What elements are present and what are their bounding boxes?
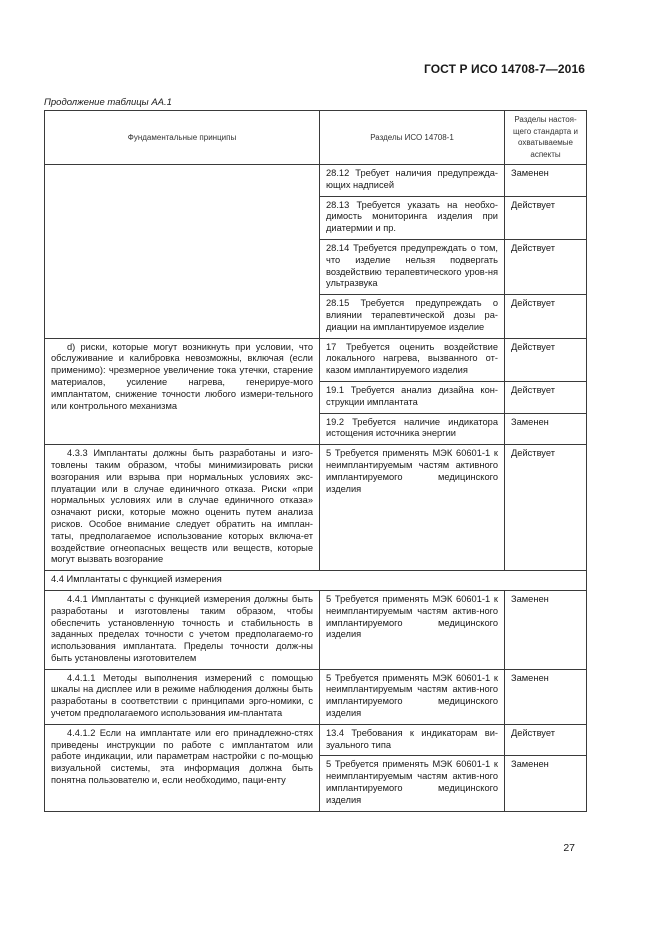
principle-cell: 4.3.3 Имплантаты должны быть разработаны и изго-товлены таким образом, чтобы минимизировать риски возгорания или взрыва при нормальных условиях экс-плуатации или в случае единичного отказа. Риски «при нормальных условиях или в случае единичного отказа» означают риски, которые можно оценить путем анализа рисков. Особое внимание следует обратить на имплан-таты, предполагаемое использование которых включа-ет воздействие огнеопасных веществ или веществ, которые могут вызвать возгорание [45,445,320,571]
principle-cell: 4.4.1 Имплантаты с функцией измерения должны быть разработаны и изготовлены таким образом, чтобы обеспечить установленную точность и стабильность в заданных пределах точности с учетом предполагаемо-го использования имплантата. Пределы точности долж-ны быть установлены изготовителем [45,590,320,669]
principle-cell [45,165,320,339]
table-row [45,590,587,669]
section-cell: 28.15 Требуется предупреждать о влиянии терапевтической дозы ра-диации на имплантируемое изделие [320,295,505,338]
status-cell: Заменен [505,590,587,669]
header-iso-sections: Разделы ИСО 14708-1 [320,111,505,165]
header-this-standard: Разделы настоя-щего стандарта и охватываемые аспекты [505,111,587,165]
status-cell: Заменен [505,756,587,811]
status-cell: Заменен [505,165,587,197]
page-number: 27 [563,842,575,854]
section-cell: 19.2 Требуется наличие индикатора истощения источника энергии [320,413,505,445]
standard-header: ГОСТ Р ИСО 14708-7—2016 [423,62,585,76]
section-cell: 5 Требуется применять МЭК 60601-1 к неимплантируемым частям активного имплантируемого медицинского изделия [320,445,505,571]
section-cell: 13.4 Требования к индикаторам ви-зуального типа [320,724,505,756]
table-row [45,724,587,756]
status-cell: Действует [505,445,587,571]
section-heading-cell: 4.4 Имплантаты с функцией измерения [45,571,587,591]
principle-cell: 4.4.1.1 Методы выполнения измерений с помощью шкалы на дисплее или в режиме наблюдения должны быть разработаны в соответствии с принципами эрго-номики, с учетом предполагаемого использования им-плантата [45,669,320,724]
principle-cell: 4.4.1.2 Если на имплантате или его принадлежно-стях приведены инструкции по работе с имплантатом или работе индикации, или параметрам настройки с по-мощью визуальной системы, эта информация должна быть понятна пользователю и, если необходимо, паци-енту [45,724,320,811]
section-cell: 5 Требуется применять МЭК 60601-1 к неимплантируемым частям актив-ного имплантируемого медицинского изделия [320,756,505,811]
status-cell: Действует [505,239,587,294]
principles-table [44,110,587,812]
section-cell: 28.12 Требует наличия предупрежда-ющих надписей [320,165,505,197]
principle-cell: d) риски, которые могут возникнуть при условии, что обслуживание и калибровка невозможны, включая (если применимо): чрезмерное увеличение тока утечки, старение материалов, усиление нагрева, генерируе-мого имплантатом, снижение точности любого измери-тельного или контрольного механизма [45,338,320,445]
status-cell: Действует [505,381,587,413]
section-cell: 28.14 Требуется предупреждать о том, что изделие нельзя подвергать воздействию терапевтического уров-ня ультразвука [320,239,505,294]
table-row [45,338,587,381]
status-cell: Действует [505,338,587,381]
table-row [45,445,587,571]
status-cell: Заменен [505,669,587,724]
section-cell: 5 Требуется применять МЭК 60601-1 к неимплантируемым частям актив-ного имплантируемого медицинского изделия [320,590,505,669]
table-caption: Продолжение таблицы АА.1 [44,97,172,108]
section-cell: 28.13 Требуется указать на необхо-димость мониторинга изделия при диатермии и пр. [320,196,505,239]
table-row [45,165,587,197]
section-cell: 19.1 Требуется анализ дизайна кон-струкции имплантата [320,381,505,413]
table-row [45,669,587,724]
section-cell: 5 Требуется применять МЭК 60601-1 к неимплантируемым частям актив-ного имплантируемого медицинского изделия [320,669,505,724]
section-cell: 17 Требуется оценить воздействие локального нагрева, вызванного от-казом имплантируемого изделия [320,338,505,381]
status-cell: Действует [505,196,587,239]
status-cell: Заменен [505,413,587,445]
status-cell: Действует [505,724,587,756]
table-section-row [45,571,587,591]
status-cell: Действует [505,295,587,338]
table-header-row [45,111,587,165]
header-principles: Фундаментальные принципы [45,111,320,165]
